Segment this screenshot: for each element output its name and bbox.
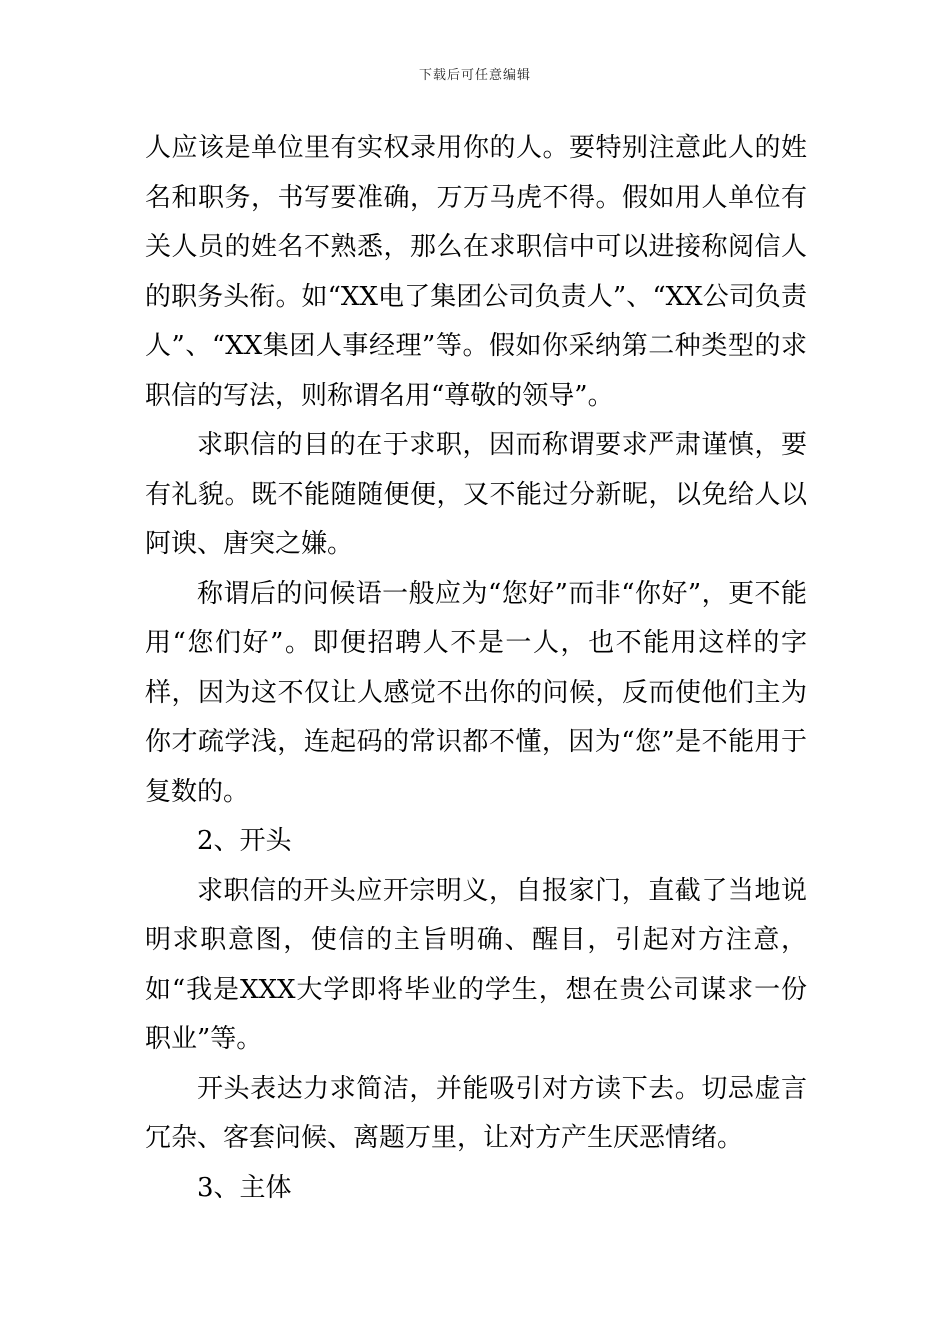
paragraph-opening-purpose: 求职信的开头应开宗明义，自报家门，直截了当地说明求职意图，使信的主旨明确、醒目，引起对方注意，如“我是XXX大学即将毕业的学生，想在贵公司谋求一份职业”等。: [145, 875, 807, 1054]
page-header: 下载后可任意编辑: [418, 68, 531, 83]
paragraph-greeting: 称谓后的问候语一般应为“您好”而非“你好”，更不能用“您们好”。即便招聘人不是一人，也不能用这样的字样，因为这不仅让人感觉不出你的问候，反而使他们主为你才疏学浅，连起码的常识都不懂，因为“您”是不能用于复数的。: [145, 578, 807, 807]
section-heading-opening: 2、开头: [197, 826, 292, 856]
section-heading-body: 3、主体: [197, 1172, 292, 1203]
paragraph-salutation-recipient: 人应该是单位里有实权录用你的人。要特别注意此人的姓名和职务，书写要准确，万万马虎不得。假如用人单位有关人员的姓名不熟悉，那么在求职信中可以进接称阅信人的职务头衔。如“XX电了集团公司负责人”、“XX公司负责人”、“XX集团人事经理”等。假如你采纳第二种类型的求职信的写法，则称谓名用“尊敬的领导”。: [145, 133, 807, 411]
document-body: [145, 124, 807, 1213]
paragraph-salutation-tone: 求职信的目的在于求职，因而称谓要求严肃谨慎，要有礼貌。既不能随随便便，又不能过分新昵，以免给人以阿谀、唐突之嫌。: [145, 430, 807, 559]
paragraph-opening-concise: 开头表达力求简洁，并能吸引对方读下去。切忌虚言冗杂、客套问候、离题万里，让对方产生厌恶情绪。: [145, 1073, 807, 1153]
